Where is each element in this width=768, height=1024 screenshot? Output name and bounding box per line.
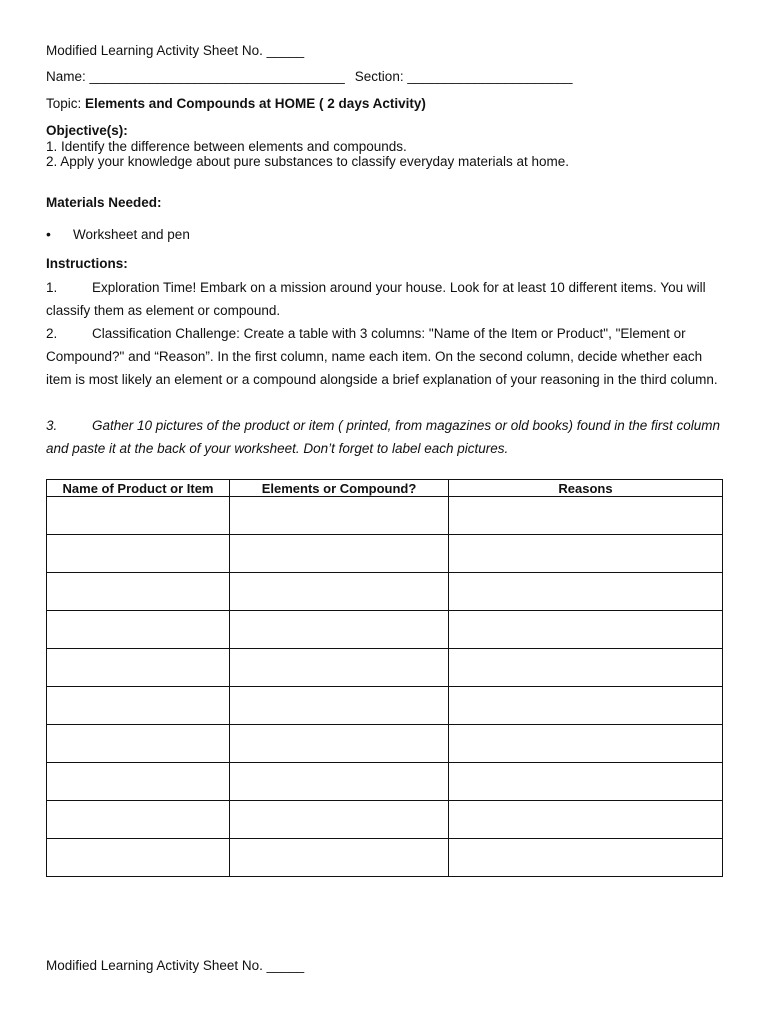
cell-reason (449, 839, 723, 877)
table-row (47, 535, 723, 573)
instruction-text: Classification Challenge: Create a table with 3 columns: "Name of the Item or Product", "Element or Compound?" and “Reason”. In the first column, name each item. On the second column, decide whether each item is most likely an element or a compound alongside a brief explanation of your reasoning in the third column. (46, 326, 718, 388)
bullet-icon: • (46, 226, 51, 242)
classification-table (46, 479, 723, 877)
cell-reason (449, 649, 723, 687)
cell-reason (449, 535, 723, 573)
footer-sheet-number-line: Modified Learning Activity Sheet No. _____ (46, 958, 305, 973)
table-row (47, 573, 723, 611)
cell-product-name (47, 573, 230, 611)
objective-item: 2. Apply your knowledge about pure substances to classify everyday materials at home. (46, 154, 570, 169)
cell-product-name (47, 649, 230, 687)
objective-item: 1. Identify the difference between elements and compounds. (46, 138, 407, 154)
name-field-label: Name: __________________________________ (46, 69, 345, 84)
cell-element-or-compound (230, 839, 449, 877)
cell-product-name (47, 763, 230, 801)
cell-reason (449, 611, 723, 649)
instruction-number: 1. (46, 280, 58, 295)
cell-element-or-compound (230, 801, 449, 839)
cell-reason (449, 801, 723, 839)
instruction-item (46, 276, 722, 322)
cell-element-or-compound (230, 573, 449, 611)
table-row (47, 497, 723, 535)
topic-title: Elements and Compounds at HOME ( 2 days Activity) (85, 96, 426, 111)
cell-element-or-compound (230, 535, 449, 573)
cell-reason (449, 497, 723, 535)
instruction-number: 3. (46, 418, 58, 433)
cell-element-or-compound (230, 649, 449, 687)
cell-reason (449, 687, 723, 725)
cell-product-name (47, 725, 230, 763)
table-row (47, 801, 723, 839)
topic-label: Topic: (46, 96, 86, 111)
table-body (47, 497, 723, 877)
cell-product-name (47, 497, 230, 535)
materials-item-text: Worksheet and pen (73, 227, 190, 242)
instruction-number: 2. (46, 326, 58, 341)
materials-heading: Materials Needed: (46, 195, 162, 210)
cell-product-name (47, 687, 230, 725)
instructions-heading: Instructions: (46, 256, 128, 271)
objectives-heading: Objective(s): (46, 123, 128, 138)
table-row (47, 611, 723, 649)
materials-list-item (46, 226, 190, 242)
instruction-text: Gather 10 pictures of the product or item ( printed, from magazines or old books) found in the first column and paste it at the back of your worksheet. Don’t forget to label each pictures. (46, 418, 721, 457)
instruction-item (46, 414, 722, 460)
table-row (47, 687, 723, 725)
sheet-number-line: Modified Learning Activity Sheet No. _____ (46, 43, 305, 58)
cell-reason (449, 573, 723, 611)
objectives-section (46, 123, 569, 170)
cell-element-or-compound (230, 687, 449, 725)
section-field-label: Section: ______________________ (354, 69, 573, 84)
table-row (47, 725, 723, 763)
instruction-item (46, 322, 722, 392)
cell-reason (449, 763, 723, 801)
instruction-text: Exploration Time! Embark on a mission around your house. Look for at least 10 different items. You will classify them as element or compound. (46, 280, 706, 319)
cell-product-name (47, 535, 230, 573)
table-row (47, 649, 723, 687)
cell-product-name (47, 801, 230, 839)
table-row (47, 763, 723, 801)
cell-element-or-compound (230, 611, 449, 649)
topic-line (46, 96, 426, 111)
column-header-name: Name of Product or Item (47, 480, 230, 497)
name-section-line (46, 69, 573, 84)
cell-product-name (47, 839, 230, 877)
cell-element-or-compound (230, 725, 449, 763)
table-header-row (47, 480, 723, 497)
column-header-element-or-compound: Elements or Compound? (230, 480, 449, 497)
cell-element-or-compound (230, 497, 449, 535)
table-row (47, 839, 723, 877)
cell-reason (449, 725, 723, 763)
cell-element-or-compound (230, 763, 449, 801)
cell-product-name (47, 611, 230, 649)
column-header-reasons: Reasons (449, 480, 723, 497)
